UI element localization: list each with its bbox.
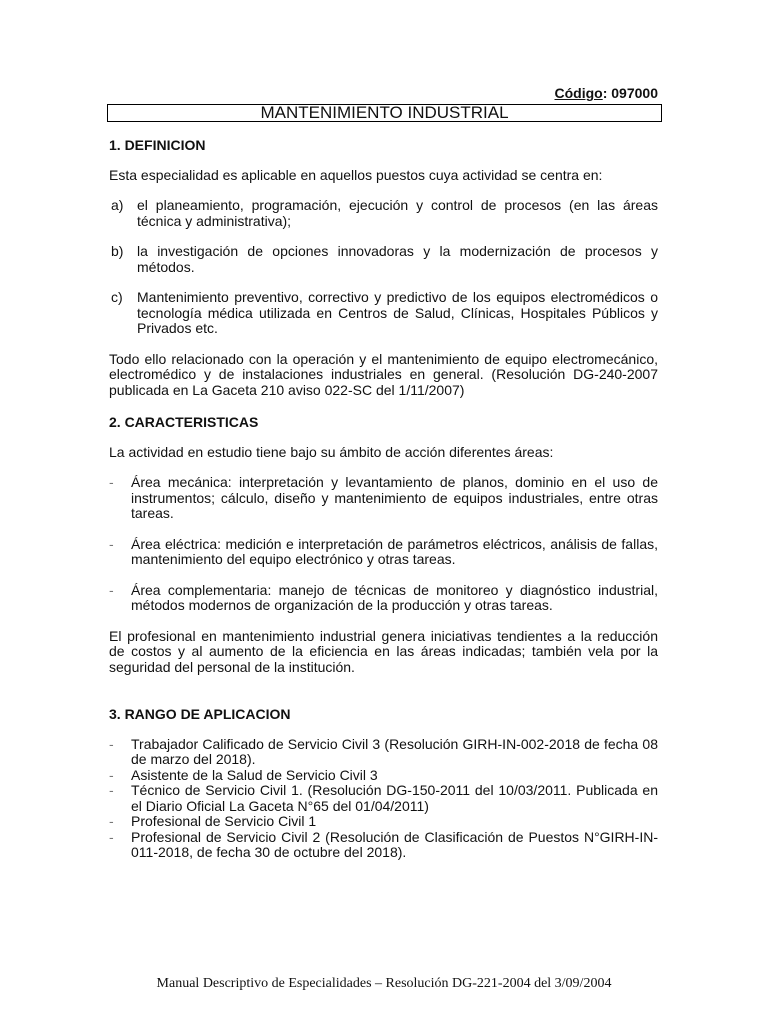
list-marker: - [109, 535, 114, 552]
list-item-text: Trabajador Calificado de Servicio Civil 3 (Resolución GIRH-IN-002-2018 de fecha 08 de marzo del 2018). [131, 735, 658, 767]
list-item-text: Área mecánica: interpretación y levantamiento de planos, dominio en el uso de instrumentos; cálculo, diseño y mantenimiento de equipos industriales, entre otras tareas. [131, 474, 658, 521]
definicion-item-b [109, 244, 658, 275]
list-marker: - [109, 474, 114, 490]
code-value: : 097000 [602, 85, 658, 101]
list-marker: - [109, 581, 114, 598]
list-item-text: Mantenimiento preventivo, correctivo y predictivo de los equipos electromédicos o tecnología médica utilizada en Centros de Salud, Clínicas, Hospitales Públicos y Privados etc. [137, 289, 658, 336]
list-marker: - [109, 766, 114, 783]
definicion-closing: Todo ello relacionado con la operación y el mantenimiento de equipo electromecánico, electromédico y de instalaciones industriales en general. (Resolución DG-240-2007 publicada en La Gaceta 210 aviso 022-SC del 1/11/2007) [109, 350, 658, 398]
section-heading-definicion: 1. DEFINICION [109, 137, 206, 153]
rango-item [109, 737, 658, 768]
caracteristicas-intro: La actividad en estudio tiene bajo su ámbito de acción diferentes áreas: [109, 443, 554, 460]
code-label: Código [554, 85, 603, 101]
rango-item [109, 814, 658, 830]
list-marker: a) [111, 197, 124, 213]
list-marker: - [109, 782, 114, 798]
list-item-text: Asistente de la Salud de Servicio Civil 3 [131, 766, 378, 783]
page-footer: Manual Descriptivo de Especialidades – Resolución DG-221-2004 del 3/09/2004 [156, 976, 612, 991]
list-item-text: la investigación de opciones innovadoras y la modernización de procesos y métodos. [137, 243, 658, 275]
section-heading-caracteristicas: 2. CARACTERISTICAS [109, 414, 259, 430]
section-heading-rango: 3. RANGO DE APLICACION [109, 706, 291, 722]
definicion-intro: Esta especialidad es aplicable en aquellos puestos cuya actividad se centra en: [109, 166, 603, 183]
definicion-item-a [109, 198, 658, 229]
document-title: MANTENIMIENTO INDUSTRIAL [260, 103, 509, 122]
list-marker: b) [111, 243, 124, 259]
document-title-box [107, 104, 662, 122]
caracteristicas-item-electrica [109, 537, 658, 568]
list-marker: c) [111, 289, 123, 305]
rango-item [109, 768, 658, 784]
definicion-item-c [109, 290, 658, 337]
list-item-text: Área complementaria: manejo de técnicas de monitoreo y diagnóstico industrial, métodos modernos de organización de la producción y otras tareas. [131, 581, 658, 613]
rango-item [109, 830, 658, 861]
list-item-text: Profesional de Servicio Civil 2 (Resolución de Clasificación de Puestos N°GIRH-IN-011-2018, de fecha 30 de octubre del 2018). [131, 828, 658, 860]
list-marker: - [109, 828, 114, 845]
caracteristicas-item-complementaria [109, 583, 658, 614]
list-item-text: Profesional de Servicio Civil 1 [131, 813, 317, 829]
document-body [109, 138, 658, 861]
list-item-text: Área eléctrica: medición e interpretación de parámetros eléctricos, análisis de fallas, mantenimiento del equipo electrónico y otras tareas. [131, 535, 658, 567]
document-code [108, 85, 658, 101]
list-marker: - [109, 735, 114, 752]
caracteristicas-closing: El profesional en mantenimiento industrial genera iniciativas tendientes a la reducción de costos y al aumento de la eficiencia en las áreas indicadas; también vela por la seguridad del personal de la institución. [109, 627, 658, 675]
list-item-text: el planeamiento, programación, ejecución y control de procesos (en las áreas técnica y administrativa); [137, 197, 658, 229]
caracteristicas-item-mecanica [109, 475, 658, 522]
list-marker: - [109, 813, 114, 829]
list-item-text: Técnico de Servicio Civil 1. (Resolución DG-150-2011 del 10/03/2011. Publicada en el Diario Oficial La Gaceta N°65 del 01/04/2011) [131, 782, 658, 814]
rango-item [109, 783, 658, 814]
